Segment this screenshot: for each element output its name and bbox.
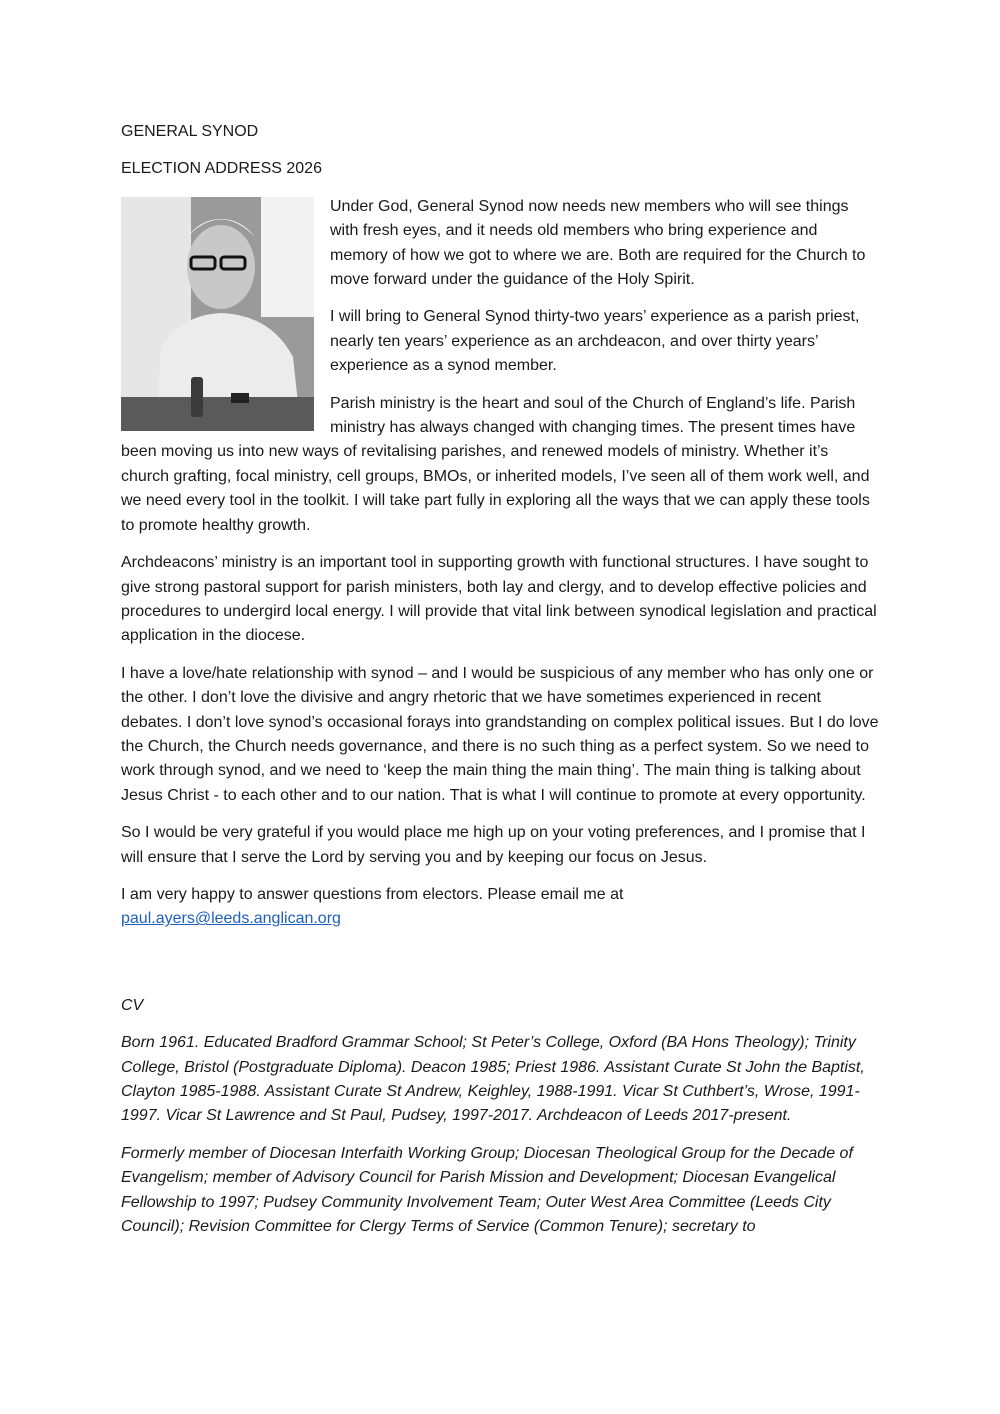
- address-paragraph-3: Parish ministry is the heart and soul of the Church of England’s life. Parish ministry has always changed with changing times. The present times have been moving us into new ways of revitalising parishes, and renewed models of ministry. Whether it’s church grafting, focal ministry, cell groups, BMOs, or inherited models, I’ve seen all of them work well, and we need every tool in the toolkit. I will take part fully in exploring all the ways that we can apply these tools to promote healthy growth.: [121, 394, 870, 534]
- contact-text: I am very happy to answer questions from electors. Please email me at: [121, 885, 624, 903]
- header-line-2: ELECTION ADDRESS 2026: [121, 160, 322, 178]
- address-paragraph-1: Under God, General Synod now needs new members who will see things with fresh eyes, and it needs old members who bring experience and memory of how we got to where we are. Both are required for the Church to move forward under the guidance of the Holy Spirit.: [330, 197, 866, 289]
- portrait-illustration: [121, 197, 314, 431]
- email-link[interactable]: paul.ayers@leeds.anglican.org: [121, 910, 341, 928]
- address-paragraph-6: So I would be very grateful if you would place me high up on your voting preferences, and I promise that I will ensure that I serve the Lord by serving you and by keeping our focus on Jesus.: [121, 824, 866, 866]
- portrait-photo: [121, 197, 314, 431]
- address-paragraph-2: I will bring to General Synod thirty-two years’ experience as a parish priest, nearly ten years’ experience as an archdeacon, and over thirty years’ experience as a synod member.: [330, 308, 860, 375]
- section-spacer: [121, 945, 879, 994]
- cv-paragraph-2: Formerly member of Diocesan Interfaith Working Group; Diocesan Theological Group for the Decade of Evangelism; member of Advisory Council for Parish Mission and Development; Diocesan Evangelical Fellowship to 1997; Pudsey Community Involvement Team; Outer West Area Committee (Leeds City Council); Revision Committee for Clergy Terms of Service (Common Tenure); secretary to: [121, 1144, 853, 1236]
- header-line-1: GENERAL SYNOD: [121, 123, 259, 140]
- cv-heading: CV: [121, 996, 144, 1014]
- contact-paragraph: [121, 883, 879, 932]
- address-paragraph-5: I have a love/hate relationship with synod – and I would be suspicious of any member who has only one or the other. I don’t love the divisive and angry rhetoric that we have sometimes experienced in recent debates. I don’t love synod’s occasional forays into grandstanding on complex political issues. But I do love the Church, the Church needs governance, and there is no such thing as a perfect system. So we need to work through synod, and we need to ‘keep the main thing the main thing’. The main thing is talking about Jesus Christ - to each other and to our nation. That is what I will continue to promote at every opportunity.: [121, 664, 879, 804]
- document-body: [121, 120, 879, 1252]
- cv-paragraph-1: Born 1961. Educated Bradford Grammar School; St Peter’s College, Oxford (BA Hons Theology); Trinity College, Bristol (Postgraduate Diploma). Deacon 1985; Priest 1986. Assistant Curate St John the Baptist, Clayton 1985-1988. Assistant Curate St Andrew, Keighley, 1988-1991. Vicar St Cuthbert’s, Wrose, 1991-1997. Vicar St Lawrence and St Paul, Pudsey, 1997-2017. Archdeacon of Leeds 2017-present.: [121, 1034, 865, 1125]
- address-paragraph-4: Archdeacons’ ministry is an important tool in supporting growth with functional structures. I have sought to give strong pastoral support for parish ministers, both lay and clergy, and to develop effective policies and procedures to undergird local energy. I will provide that vital link between synodical legislation and practical application in the diocese.: [121, 554, 877, 645]
